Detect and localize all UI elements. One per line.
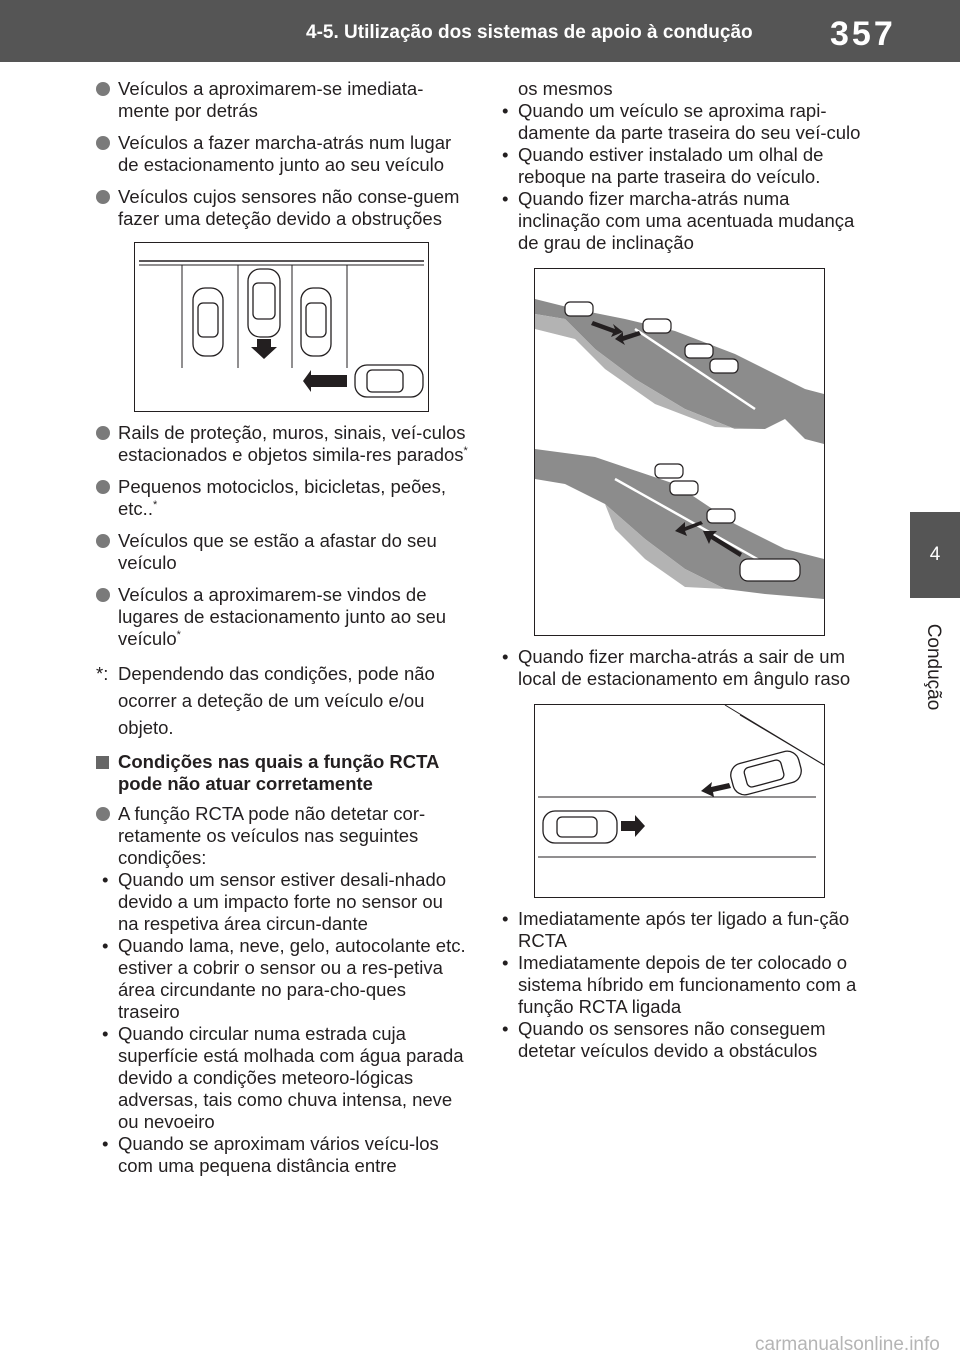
left-column bbox=[96, 78, 468, 1177]
parking-lot-figure bbox=[134, 242, 429, 412]
square-bullet-icon bbox=[96, 756, 109, 769]
section-title: 4-5. Utilização dos sistemas de apoio à condução bbox=[306, 22, 753, 43]
footnote-mark: *: bbox=[96, 663, 109, 684]
parked-car-left bbox=[193, 288, 223, 356]
arrow-down-icon bbox=[251, 339, 277, 359]
sub-list-item: • Quando circular numa estrada cuja superfície está molhada com água parada devido a condições meteoro-lógicas adversas, tais como chuva intensa, neve ou nevoeiro bbox=[102, 1023, 464, 1132]
angled-parking-illustration bbox=[535, 705, 824, 897]
slope-figure bbox=[534, 268, 825, 636]
list-item: Veículos a fazer marcha-atrás num lugar de estacionamento junto ao seu veículo bbox=[96, 132, 468, 176]
chapter-number: 4 bbox=[929, 544, 941, 565]
reversing-angled-car bbox=[728, 748, 804, 797]
page-number: 357 bbox=[830, 15, 896, 53]
sub-list-item: • Quando um veículo se aproxima rapi-damente da parte traseira do seu veí-culo bbox=[502, 100, 861, 143]
list-item: Veículos que se estão a afastar do seu veículo bbox=[96, 530, 468, 574]
parking-lot-illustration bbox=[135, 243, 428, 411]
continuation-text: os mesmos bbox=[518, 78, 613, 99]
chapter-label-text: Condução bbox=[922, 623, 944, 711]
slope-illustration bbox=[535, 269, 824, 635]
bullet-dot-icon bbox=[96, 426, 110, 440]
sub-list-item: • Quando os sensores não conseguem detetar veículos devido a obstáculos bbox=[502, 1018, 826, 1061]
watermark-text: carmanualsonline.info bbox=[755, 1334, 940, 1355]
upper-road bbox=[535, 299, 824, 444]
footnote-text: Dependendo das condições, pode não ocorrer a deteção de um veículo e/ou objeto. bbox=[118, 663, 435, 738]
list-item: Veículos cujos sensores não conse-guem fazer uma deteção devido a obstruções bbox=[96, 186, 468, 230]
parked-car-right bbox=[301, 288, 331, 356]
right-column bbox=[496, 78, 868, 1062]
list-item: Pequenos motociclos, bicicletas, peões, etc..* bbox=[96, 476, 468, 520]
sub-list-item: • Quando se aproximam vários veícu-los com uma pequena distância entre bbox=[102, 1133, 439, 1176]
list-item: Veículos a aproximarem-se imediata-mente por detrás bbox=[96, 78, 468, 122]
sub-list-item: • Quando estiver instalado um olhal de reboque na parte traseira do veículo. bbox=[502, 144, 824, 187]
sub-list-item: • Quando fizer marcha-atrás numa inclinação com uma acentuada mudança de grau de inclinação bbox=[502, 188, 855, 253]
sub-list-item: • Quando fizer marcha-atrás a sair de um local de estacionamento em ângulo raso bbox=[502, 646, 851, 689]
angled-parking-figure bbox=[534, 704, 825, 898]
bullet-dot-icon bbox=[96, 82, 110, 96]
passing-car bbox=[543, 811, 617, 843]
section-heading: Condições nas quais a função RCTA pode não atuar corretamente bbox=[96, 751, 468, 795]
arrow-left-icon bbox=[701, 782, 731, 797]
sub-list-item: • Quando lama, neve, gelo, autocolante etc. estiver a cobrir o sensor ou a res-petiva área circundante no para-cho-ques traseiro bbox=[102, 935, 466, 1022]
chapter-label bbox=[905, 612, 960, 722]
arrow-right-icon bbox=[621, 815, 645, 837]
sub-list-item: • Imediatamente depois de ter colocado o sistema híbrido em funcionamento com a função RCTA ligada bbox=[502, 952, 857, 1017]
bullet-dot-icon bbox=[96, 190, 110, 204]
bullet-dot-icon bbox=[96, 588, 110, 602]
reversing-car bbox=[248, 269, 280, 337]
bullet-dot-icon bbox=[96, 136, 110, 150]
approaching-car bbox=[355, 365, 423, 397]
list-item: Veículos a aproximarem-se vindos de lugares de estacionamento junto ao seu veículo* bbox=[96, 584, 468, 650]
list-item: A função RCTA pode não detetar cor-retamente os veículos nas seguintes condições: bbox=[96, 803, 468, 869]
arrow-left-icon bbox=[303, 370, 347, 392]
sub-list-item: • Imediatamente após ter ligado a fun-ção RCTA bbox=[502, 908, 850, 951]
footnote bbox=[96, 660, 468, 741]
list-item: Rails de proteção, muros, sinais, veí-culos estacionados e objetos simila-res parados* bbox=[96, 422, 468, 466]
sub-list-item: • Quando um sensor estiver desali-nhado devido a um impacto forte no sensor ou na respetiva área circun-dante bbox=[102, 869, 447, 934]
bullet-dot-icon bbox=[96, 480, 110, 494]
chapter-tab[interactable] bbox=[910, 512, 960, 598]
bullet-dot-icon bbox=[96, 534, 110, 548]
bullet-dot-icon bbox=[96, 807, 110, 821]
